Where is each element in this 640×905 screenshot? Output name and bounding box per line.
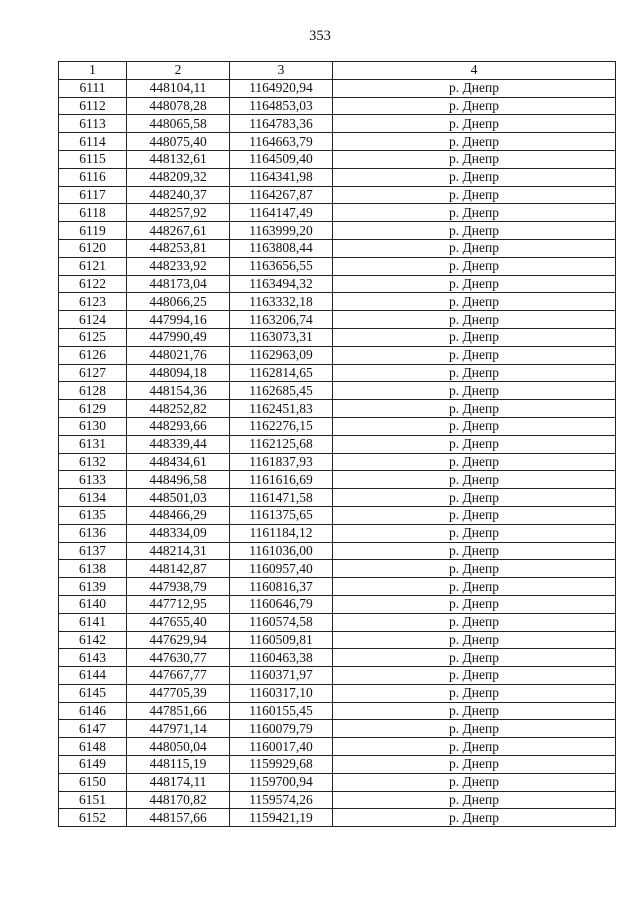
- x-coordinate-cell: 448240,37: [127, 186, 230, 204]
- description-cell: р. Днепр: [333, 471, 616, 489]
- description-cell: р. Днепр: [333, 453, 616, 471]
- description-cell: р. Днепр: [333, 133, 616, 151]
- point-number-cell: 6139: [59, 578, 127, 596]
- y-coordinate-cell: 1164663,79: [230, 133, 333, 151]
- x-coordinate-cell: 448267,61: [127, 222, 230, 240]
- x-coordinate-cell: 448174,11: [127, 773, 230, 791]
- table-row: [59, 560, 616, 578]
- y-coordinate-cell: 1161837,93: [230, 453, 333, 471]
- table-row: [59, 133, 616, 151]
- x-coordinate-cell: 447629,94: [127, 631, 230, 649]
- description-cell: р. Днепр: [333, 560, 616, 578]
- x-coordinate-cell: 447971,14: [127, 720, 230, 738]
- x-coordinate-cell: 447712,95: [127, 595, 230, 613]
- y-coordinate-cell: 1163656,55: [230, 257, 333, 275]
- x-coordinate-cell: 447990,49: [127, 328, 230, 346]
- description-cell: р. Днепр: [333, 97, 616, 115]
- y-coordinate-cell: 1163332,18: [230, 293, 333, 311]
- point-number-cell: 6120: [59, 239, 127, 257]
- y-coordinate-cell: 1162125,68: [230, 435, 333, 453]
- y-coordinate-cell: 1159929,68: [230, 756, 333, 774]
- table-row: [59, 595, 616, 613]
- x-coordinate-cell: 448115,19: [127, 756, 230, 774]
- description-cell: р. Днепр: [333, 222, 616, 240]
- y-coordinate-cell: 1162963,09: [230, 346, 333, 364]
- y-coordinate-cell: 1162814,65: [230, 364, 333, 382]
- y-coordinate-cell: 1160646,79: [230, 595, 333, 613]
- table-row: [59, 738, 616, 756]
- point-number-cell: 6121: [59, 257, 127, 275]
- y-coordinate-cell: 1164147,49: [230, 204, 333, 222]
- y-coordinate-cell: 1161184,12: [230, 524, 333, 542]
- point-number-cell: 6137: [59, 542, 127, 560]
- point-number-cell: 6136: [59, 524, 127, 542]
- y-coordinate-cell: 1160155,45: [230, 702, 333, 720]
- x-coordinate-cell: 448094,18: [127, 364, 230, 382]
- description-cell: р. Днепр: [333, 524, 616, 542]
- table-row: [59, 649, 616, 667]
- table-row: [59, 328, 616, 346]
- y-coordinate-cell: 1164341,98: [230, 168, 333, 186]
- x-coordinate-cell: 448501,03: [127, 489, 230, 507]
- y-coordinate-cell: 1160079,79: [230, 720, 333, 738]
- description-cell: р. Днепр: [333, 293, 616, 311]
- point-number-cell: 6122: [59, 275, 127, 293]
- x-coordinate-cell: 448104,11: [127, 79, 230, 97]
- point-number-cell: 6117: [59, 186, 127, 204]
- x-coordinate-cell: 448050,04: [127, 738, 230, 756]
- point-number-cell: 6151: [59, 791, 127, 809]
- y-coordinate-cell: 1159700,94: [230, 773, 333, 791]
- point-number-cell: 6148: [59, 738, 127, 756]
- table-header-row: [59, 62, 616, 80]
- description-cell: р. Днепр: [333, 417, 616, 435]
- x-coordinate-cell: 448434,61: [127, 453, 230, 471]
- x-coordinate-cell: 448496,58: [127, 471, 230, 489]
- description-cell: р. Днепр: [333, 382, 616, 400]
- y-coordinate-cell: 1164920,94: [230, 79, 333, 97]
- x-coordinate-cell: 448021,76: [127, 346, 230, 364]
- table-row: [59, 756, 616, 774]
- table-row: [59, 667, 616, 685]
- table-row: [59, 346, 616, 364]
- y-coordinate-cell: 1164783,36: [230, 115, 333, 133]
- x-coordinate-cell: 447655,40: [127, 613, 230, 631]
- y-coordinate-cell: 1163494,32: [230, 275, 333, 293]
- description-cell: р. Днепр: [333, 346, 616, 364]
- point-number-cell: 6132: [59, 453, 127, 471]
- table-row: [59, 435, 616, 453]
- description-cell: р. Днепр: [333, 311, 616, 329]
- table-row: [59, 720, 616, 738]
- x-coordinate-cell: 448339,44: [127, 435, 230, 453]
- x-coordinate-cell: 448075,40: [127, 133, 230, 151]
- x-coordinate-cell: 447667,77: [127, 667, 230, 685]
- description-cell: р. Днепр: [333, 204, 616, 222]
- description-cell: р. Днепр: [333, 239, 616, 257]
- table-row: [59, 631, 616, 649]
- description-cell: р. Днепр: [333, 168, 616, 186]
- table-row: [59, 293, 616, 311]
- point-number-cell: 6119: [59, 222, 127, 240]
- description-cell: р. Днепр: [333, 186, 616, 204]
- point-number-cell: 6133: [59, 471, 127, 489]
- point-number-cell: 6115: [59, 150, 127, 168]
- table-row: [59, 542, 616, 560]
- description-cell: р. Днепр: [333, 400, 616, 418]
- x-coordinate-cell: 448466,29: [127, 506, 230, 524]
- description-cell: р. Днепр: [333, 150, 616, 168]
- point-number-cell: 6150: [59, 773, 127, 791]
- table-row: [59, 150, 616, 168]
- y-coordinate-cell: 1160957,40: [230, 560, 333, 578]
- x-coordinate-cell: 448142,87: [127, 560, 230, 578]
- point-number-cell: 6131: [59, 435, 127, 453]
- y-coordinate-cell: 1163808,44: [230, 239, 333, 257]
- table-row: [59, 684, 616, 702]
- y-coordinate-cell: 1161036,00: [230, 542, 333, 560]
- y-coordinate-cell: 1163073,31: [230, 328, 333, 346]
- y-coordinate-cell: 1164509,40: [230, 150, 333, 168]
- description-cell: р. Днепр: [333, 791, 616, 809]
- y-coordinate-cell: 1159574,26: [230, 791, 333, 809]
- column-header-4: 4: [333, 62, 616, 80]
- x-coordinate-cell: 448065,58: [127, 115, 230, 133]
- point-number-cell: 6145: [59, 684, 127, 702]
- y-coordinate-cell: 1161471,58: [230, 489, 333, 507]
- point-number-cell: 6118: [59, 204, 127, 222]
- point-number-cell: 6128: [59, 382, 127, 400]
- point-number-cell: 6138: [59, 560, 127, 578]
- description-cell: р. Днепр: [333, 720, 616, 738]
- description-cell: р. Днепр: [333, 115, 616, 133]
- y-coordinate-cell: 1164853,03: [230, 97, 333, 115]
- description-cell: р. Днепр: [333, 631, 616, 649]
- page-number: 353: [309, 28, 331, 44]
- point-number-cell: 6140: [59, 595, 127, 613]
- point-number-cell: 6126: [59, 346, 127, 364]
- description-cell: р. Днепр: [333, 809, 616, 827]
- y-coordinate-cell: 1159421,19: [230, 809, 333, 827]
- y-coordinate-cell: 1160463,38: [230, 649, 333, 667]
- table-row: [59, 773, 616, 791]
- description-cell: р. Днепр: [333, 364, 616, 382]
- x-coordinate-cell: 448253,81: [127, 239, 230, 257]
- description-cell: р. Днепр: [333, 595, 616, 613]
- description-cell: р. Днепр: [333, 649, 616, 667]
- description-cell: р. Днепр: [333, 578, 616, 596]
- description-cell: р. Днепр: [333, 506, 616, 524]
- table-row: [59, 578, 616, 596]
- table-row: [59, 791, 616, 809]
- table-row: [59, 239, 616, 257]
- description-cell: р. Днепр: [333, 489, 616, 507]
- table-row: [59, 115, 616, 133]
- x-coordinate-cell: 447851,66: [127, 702, 230, 720]
- point-number-cell: 6144: [59, 667, 127, 685]
- description-cell: р. Днепр: [333, 542, 616, 560]
- table-row: [59, 382, 616, 400]
- x-coordinate-cell: 447705,39: [127, 684, 230, 702]
- y-coordinate-cell: 1164267,87: [230, 186, 333, 204]
- point-number-cell: 6127: [59, 364, 127, 382]
- column-header-2: 2: [127, 62, 230, 80]
- table-row: [59, 613, 616, 631]
- table-row: [59, 275, 616, 293]
- point-number-cell: 6123: [59, 293, 127, 311]
- y-coordinate-cell: 1160574,58: [230, 613, 333, 631]
- point-number-cell: 6143: [59, 649, 127, 667]
- description-cell: р. Днепр: [333, 257, 616, 275]
- x-coordinate-cell: 448078,28: [127, 97, 230, 115]
- table-row: [59, 809, 616, 827]
- table-row: [59, 186, 616, 204]
- table-row: [59, 364, 616, 382]
- x-coordinate-cell: 447630,77: [127, 649, 230, 667]
- description-cell: р. Днепр: [333, 613, 616, 631]
- table-row: [59, 524, 616, 542]
- y-coordinate-cell: 1162451,83: [230, 400, 333, 418]
- x-coordinate-cell: 448173,04: [127, 275, 230, 293]
- table-row: [59, 453, 616, 471]
- x-coordinate-cell: 447938,79: [127, 578, 230, 596]
- point-number-cell: 6116: [59, 168, 127, 186]
- table-row: [59, 400, 616, 418]
- x-coordinate-cell: 448066,25: [127, 293, 230, 311]
- description-cell: р. Днепр: [333, 756, 616, 774]
- description-cell: р. Днепр: [333, 667, 616, 685]
- x-coordinate-cell: 447994,16: [127, 311, 230, 329]
- table-row: [59, 257, 616, 275]
- table-row: [59, 417, 616, 435]
- description-cell: р. Днепр: [333, 435, 616, 453]
- table-row: [59, 79, 616, 97]
- point-number-cell: 6142: [59, 631, 127, 649]
- x-coordinate-cell: 448233,92: [127, 257, 230, 275]
- description-cell: р. Днепр: [333, 275, 616, 293]
- table-row: [59, 204, 616, 222]
- point-number-cell: 6147: [59, 720, 127, 738]
- description-cell: р. Днепр: [333, 702, 616, 720]
- x-coordinate-cell: 448170,82: [127, 791, 230, 809]
- y-coordinate-cell: 1162276,15: [230, 417, 333, 435]
- point-number-cell: 6113: [59, 115, 127, 133]
- table-row: [59, 471, 616, 489]
- point-number-cell: 6146: [59, 702, 127, 720]
- y-coordinate-cell: 1161616,69: [230, 471, 333, 489]
- y-coordinate-cell: 1160509,81: [230, 631, 333, 649]
- table-row: [59, 97, 616, 115]
- x-coordinate-cell: 448252,82: [127, 400, 230, 418]
- point-number-cell: 6114: [59, 133, 127, 151]
- column-header-1: 1: [59, 62, 127, 80]
- point-number-cell: 6141: [59, 613, 127, 631]
- x-coordinate-cell: 448214,31: [127, 542, 230, 560]
- column-header-3: 3: [230, 62, 333, 80]
- point-number-cell: 6134: [59, 489, 127, 507]
- x-coordinate-cell: 448257,92: [127, 204, 230, 222]
- point-number-cell: 6124: [59, 311, 127, 329]
- y-coordinate-cell: 1163999,20: [230, 222, 333, 240]
- x-coordinate-cell: 448334,09: [127, 524, 230, 542]
- description-cell: р. Днепр: [333, 738, 616, 756]
- coordinates-table: [58, 61, 616, 827]
- y-coordinate-cell: 1161375,65: [230, 506, 333, 524]
- point-number-cell: 6130: [59, 417, 127, 435]
- y-coordinate-cell: 1162685,45: [230, 382, 333, 400]
- point-number-cell: 6129: [59, 400, 127, 418]
- point-number-cell: 6112: [59, 97, 127, 115]
- x-coordinate-cell: 448154,36: [127, 382, 230, 400]
- x-coordinate-cell: 448293,66: [127, 417, 230, 435]
- table-row: [59, 489, 616, 507]
- point-number-cell: 6135: [59, 506, 127, 524]
- point-number-cell: 6149: [59, 756, 127, 774]
- x-coordinate-cell: 448132,61: [127, 150, 230, 168]
- table-row: [59, 222, 616, 240]
- table-row: [59, 311, 616, 329]
- table-body: [59, 79, 616, 826]
- y-coordinate-cell: 1160816,37: [230, 578, 333, 596]
- point-number-cell: 6125: [59, 328, 127, 346]
- y-coordinate-cell: 1160317,10: [230, 684, 333, 702]
- x-coordinate-cell: 448209,32: [127, 168, 230, 186]
- y-coordinate-cell: 1160017,40: [230, 738, 333, 756]
- point-number-cell: 6111: [59, 79, 127, 97]
- point-number-cell: 6152: [59, 809, 127, 827]
- x-coordinate-cell: 448157,66: [127, 809, 230, 827]
- description-cell: р. Днепр: [333, 773, 616, 791]
- table-row: [59, 506, 616, 524]
- description-cell: р. Днепр: [333, 79, 616, 97]
- y-coordinate-cell: 1163206,74: [230, 311, 333, 329]
- table-row: [59, 168, 616, 186]
- table-row: [59, 702, 616, 720]
- y-coordinate-cell: 1160371,97: [230, 667, 333, 685]
- description-cell: р. Днепр: [333, 684, 616, 702]
- description-cell: р. Днепр: [333, 328, 616, 346]
